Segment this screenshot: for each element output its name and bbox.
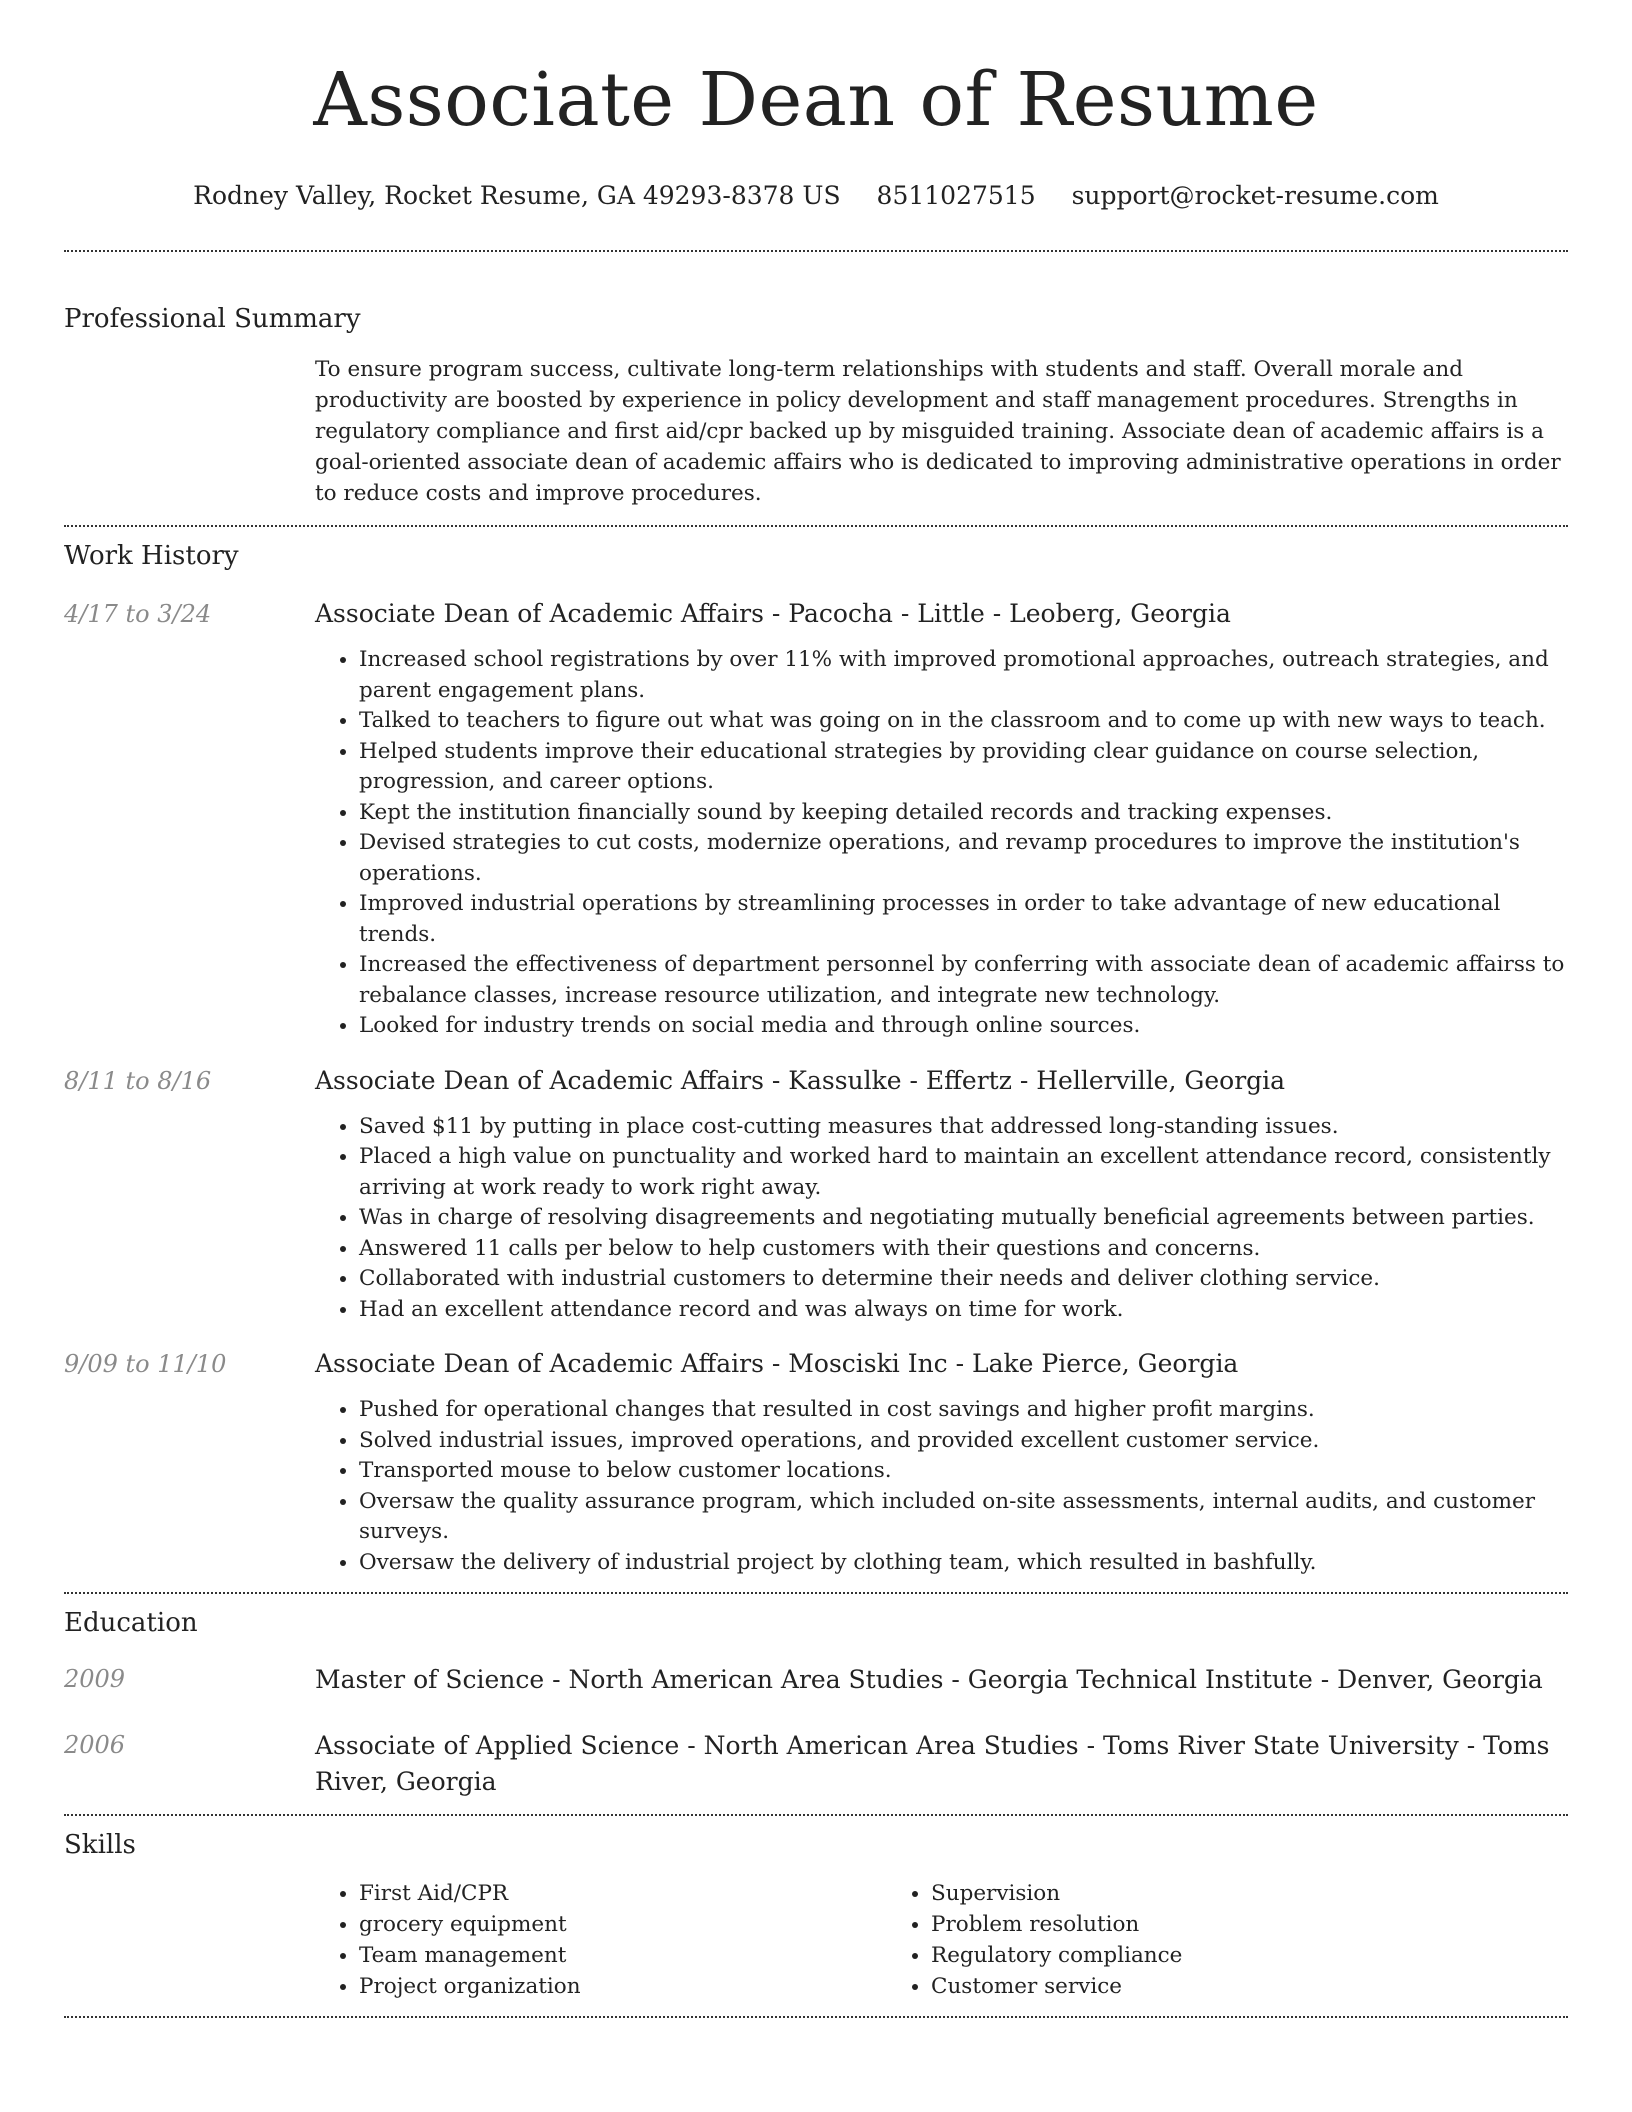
- job-bullet: • Oversaw the delivery of industrial project by clothing team, which resulted in bashfully.: [359, 1548, 1568, 1579]
- job-bullet: • Oversaw the quality assurance program, which included on-site assessments, internal audits, and customer surveys.: [359, 1487, 1568, 1548]
- contact-phone: 8511027515: [876, 181, 1036, 210]
- summary-section: [64, 302, 1568, 525]
- job-bullet: • Increased the effectiveness of department personnel by conferring with associate dean of academic affairss to rebalance classes, increase resource utilization, and integrate new technology.: [359, 950, 1568, 1011]
- job-bullets: [315, 1395, 1568, 1578]
- skills-list-left: [315, 1878, 887, 2002]
- job-bullet: • Kept the institution financially sound by keeping detailed records and tracking expenses.: [359, 798, 1568, 829]
- skill-item: • grocery equipment: [359, 1909, 887, 1940]
- job-bullet: • Placed a high value on punctuality and worked hard to maintain an excellent attendance record, consistently arriving at work ready to work right away.: [359, 1142, 1568, 1203]
- job-entry: [64, 1347, 1568, 1578]
- job-bullet: • Solved industrial issues, improved operations, and provided excellent customer service.: [359, 1426, 1568, 1457]
- job-bullets: [315, 1112, 1568, 1326]
- skill-item: • Team management: [359, 1940, 887, 1971]
- job-dates: 9/09 to 11/10: [64, 1350, 227, 1378]
- skill-item: • Problem resolution: [931, 1909, 1568, 1940]
- contact-address: Rodney Valley, Rocket Resume, GA 49293-8378 US: [193, 181, 841, 210]
- divider: [64, 2016, 1568, 2018]
- job-bullet: • Devised strategies to cut costs, modernize operations, and revamp procedures to improve the institution's operations.: [359, 828, 1568, 889]
- job-bullet: • Transported mouse to below customer locations.: [359, 1456, 1568, 1487]
- divider: [64, 1592, 1568, 1594]
- education-year: 2009: [64, 1665, 126, 1693]
- skill-item: • Project organization: [359, 1971, 887, 2002]
- skill-item: • Customer service: [931, 1971, 1568, 2002]
- job-bullet: • Was in charge of resolving disagreements and negotiating mutually beneficial agreements between parties.: [359, 1203, 1568, 1234]
- section-title-skills: Skills: [64, 1830, 136, 1860]
- education-degree: Associate of Applied Science - North American Area Studies - Toms River State University - Toms River, Georgia: [315, 1731, 1550, 1796]
- education-degree: Master of Science - North American Area Studies - Georgia Technical Institute - Denver, Georgia: [315, 1665, 1543, 1694]
- job-entry: [64, 597, 1568, 1042]
- job-dates: 8/11 to 8/16: [64, 1066, 212, 1095]
- job-entry: [64, 1064, 1568, 1326]
- skill-item: • First Aid/CPR: [359, 1878, 887, 1909]
- skill-item: • Regulatory compliance: [931, 1940, 1568, 1971]
- job-bullet: • Looked for industry trends on social media and through online sources.: [359, 1011, 1568, 1042]
- section-title-education: Education: [64, 1608, 198, 1638]
- job-title: Associate Dean of Academic Affairs - Pacocha - Little - Leoberg, Georgia: [315, 599, 1231, 628]
- work-history-section: [64, 539, 1568, 1578]
- divider: [64, 1814, 1568, 1816]
- job-bullet: • Improved industrial operations by streamlining processes in order to take advantage of new educational trends.: [359, 889, 1568, 950]
- job-bullet: • Collaborated with industrial customers to determine their needs and deliver clothing service.: [359, 1264, 1568, 1295]
- job-bullet: • Helped students improve their educational strategies by providing clear guidance on course selection, progression, and career options.: [359, 737, 1568, 798]
- education-entry: [64, 1662, 1568, 1698]
- divider: [64, 250, 1568, 252]
- education-section: [64, 1606, 1568, 1800]
- skills-columns: [315, 1878, 1568, 2016]
- job-bullet: • Saved $11 by putting in place cost-cutting measures that addressed long-standing issues.: [359, 1112, 1568, 1143]
- skills-section: [64, 1828, 1568, 2016]
- job-bullets: [315, 645, 1568, 1042]
- job-bullet: • Had an excellent attendance record and was always on time for work.: [359, 1295, 1568, 1326]
- skill-item: • Supervision: [931, 1878, 1568, 1909]
- skills-list-right: [887, 1878, 1568, 2002]
- summary-text: To ensure program success, cultivate long-term relationships with students and staff. Overall morale and productivity are boosted by experience in policy development and staff management procedures. Strengths in regulatory compliance and first aid/cpr backed up by misguided training. Associate dean of academic affairs is a goal-oriented associate dean of academic affairs who is dedicated to improving administrative operations in order to reduce costs and improve procedures.: [315, 357, 1561, 506]
- resume-header: [64, 0, 1568, 214]
- contact-email: support@rocket-resume.com: [1071, 181, 1439, 210]
- section-title-summary: Professional Summary: [64, 304, 361, 334]
- job-bullet: • Increased school registrations by over 11% with improved promotional approaches, outreach strategies, and parent engagement plans.: [359, 645, 1568, 706]
- job-bullet: • Answered 11 calls per below to help customers with their questions and concerns.: [359, 1234, 1568, 1265]
- resume-name: Associate Dean of Resume: [313, 57, 1319, 143]
- job-title: Associate Dean of Academic Affairs - Mosciski Inc - Lake Pierce, Georgia: [315, 1349, 1239, 1378]
- education-year: 2006: [64, 1731, 126, 1759]
- divider: [64, 525, 1568, 527]
- section-title-work-history: Work History: [64, 541, 239, 571]
- contact-line: [64, 178, 1568, 214]
- job-dates: 4/17 to 3/24: [64, 600, 212, 628]
- job-title: Associate Dean of Academic Affairs - Kassulke - Effertz - Hellerville, Georgia: [315, 1065, 1286, 1095]
- job-bullet: • Talked to teachers to figure out what was going on in the classroom and to come up with new ways to teach.: [359, 706, 1568, 737]
- job-bullet: • Pushed for operational changes that resulted in cost savings and higher profit margins.: [359, 1395, 1568, 1426]
- education-entry: [64, 1728, 1568, 1800]
